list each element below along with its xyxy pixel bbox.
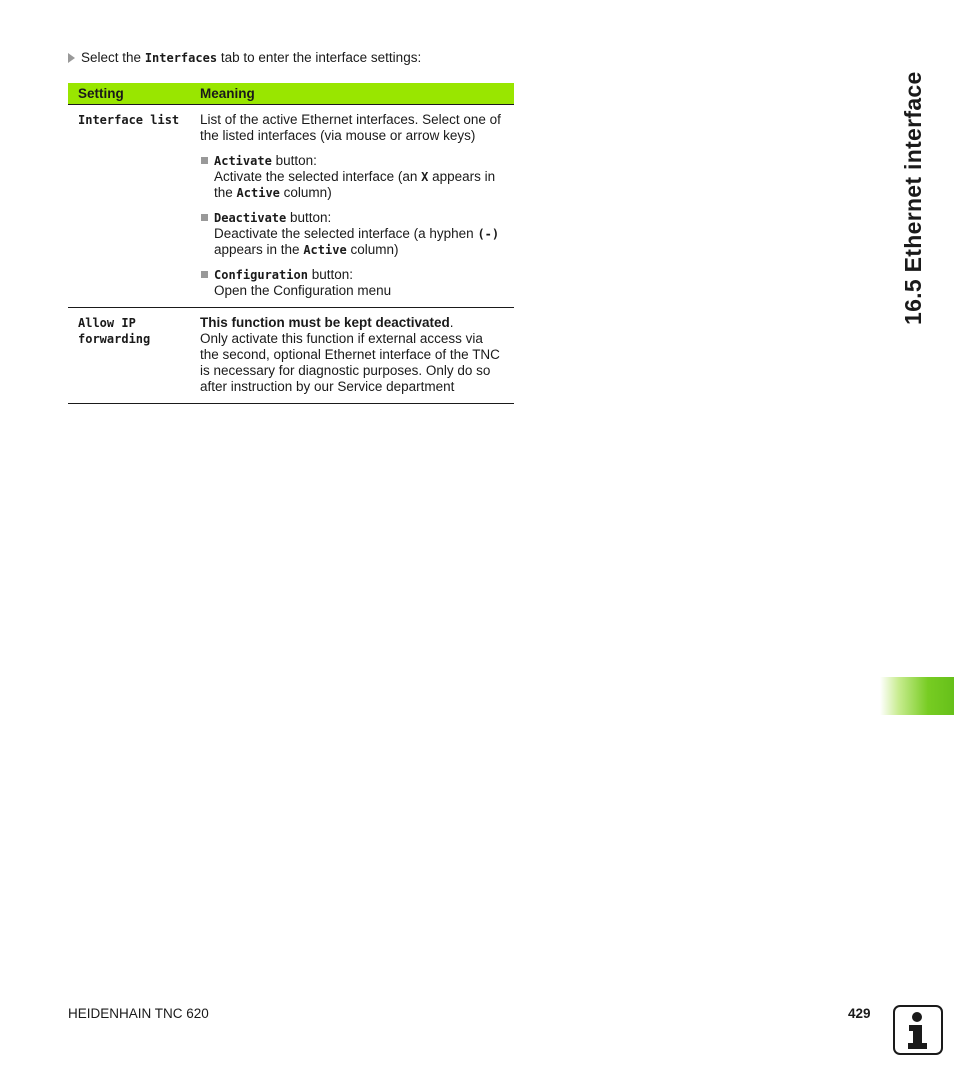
bullet-label: button: xyxy=(275,153,317,168)
meaning-text: Only activate this function if external access via the second, optional Ethernet interface of the TNC is necessary for diagnostic purposes. Only do so after instruction by our Service department xyxy=(200,331,500,394)
bullet-label: button: xyxy=(290,210,332,225)
table-header-row xyxy=(68,83,514,105)
intro-suffix: tab to enter the interface settings: xyxy=(220,50,422,65)
bullet-code: X xyxy=(421,170,429,184)
list-item xyxy=(200,153,504,201)
bullet-text: Deactivate the selected interface (a hyphen xyxy=(214,226,474,241)
header-setting: Setting xyxy=(68,83,200,105)
square-bullet-icon xyxy=(201,214,208,221)
square-bullet-icon xyxy=(201,157,208,164)
bullet-code: Active xyxy=(303,243,347,257)
bullet-code: Active xyxy=(236,186,280,200)
setting-cell xyxy=(68,308,200,404)
warning-period: . xyxy=(449,315,454,330)
setting-cell xyxy=(68,105,200,308)
footer-product: HEIDENHAIN TNC 620 xyxy=(68,1006,209,1021)
bullet-text: appears in the xyxy=(214,169,496,200)
bullet-code: (-) xyxy=(477,227,500,241)
page-number: 429 xyxy=(848,1006,871,1021)
intro-prefix: Select the xyxy=(81,50,142,65)
meaning-cell xyxy=(200,308,514,404)
chapter-tab-marker xyxy=(880,677,954,715)
table-row xyxy=(68,308,514,404)
meaning-cell xyxy=(200,105,514,308)
chapter-title xyxy=(898,50,928,325)
header-meaning: Meaning xyxy=(200,83,514,105)
bullet-text: Activate the selected interface (an xyxy=(214,169,418,184)
warning-text: This function must be kept deactivated xyxy=(200,315,450,330)
chapter-title-text: 16.5 Ethernet interface xyxy=(900,71,926,325)
bullet-text: Open the Configuration menu xyxy=(214,283,392,298)
setting-interface-list: Interface list xyxy=(78,113,180,127)
deactivate-button-name: Deactivate xyxy=(214,211,287,225)
bullet-label: button: xyxy=(311,267,353,282)
interfaces-tab-name: Interfaces xyxy=(144,51,218,65)
setting-allow-ip-line2: forwarding xyxy=(78,332,151,346)
settings-table xyxy=(68,83,514,404)
bullet-text: column) xyxy=(283,185,332,200)
table-row xyxy=(68,105,514,308)
list-item xyxy=(200,267,504,299)
configuration-button-name: Configuration xyxy=(214,268,308,282)
warning-line xyxy=(200,315,504,331)
setting-allow-ip-line1: Allow IP xyxy=(78,316,136,330)
meaning-text: List of the active Ethernet interfaces. Select one of the listed interfaces (via mouse or arrow keys) xyxy=(200,112,501,143)
square-bullet-icon xyxy=(201,271,208,278)
info-icon-graphic xyxy=(895,1007,941,1053)
bullet-text: column) xyxy=(350,242,399,257)
triangle-right-icon xyxy=(68,53,75,63)
info-icon xyxy=(893,1005,943,1055)
intro-instruction xyxy=(68,50,528,66)
activate-button-name: Activate xyxy=(214,154,272,168)
list-item xyxy=(200,210,504,258)
bullet-text: appears in the xyxy=(214,242,300,257)
